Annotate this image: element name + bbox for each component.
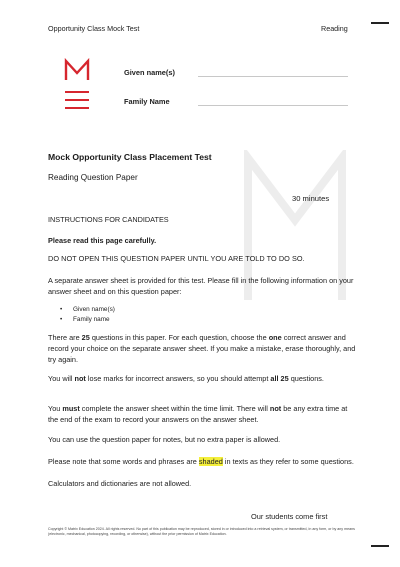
do-not-open-warning: DO NOT OPEN THIS QUESTION PAPER UNTIL YOU ARE TOLD TO DO SO. xyxy=(48,254,305,263)
questions-paragraph: There are 25 questions in this paper. For each question, choose the one correct answer and record your choice on the separate answer sheet. If you make a mistake, erase thoroughly, and try again. xyxy=(48,333,356,365)
document-subtitle: Reading Question Paper xyxy=(48,173,138,182)
instructions-heading: INSTRUCTIONS FOR CANDIDATES xyxy=(48,215,169,224)
top-edge-bar xyxy=(371,22,389,24)
read-carefully-note: Please read this page carefully. xyxy=(48,236,157,245)
document-title: Mock Opportunity Class Placement Test xyxy=(48,152,212,162)
family-name-label: Family Name xyxy=(124,97,170,106)
info-list xyxy=(60,305,115,324)
shaded-paragraph: Please note that some words and phrases are shaded in texts as they refer to some questions. xyxy=(48,457,354,466)
given-name-label: Given name(s) xyxy=(124,68,175,77)
matrix-m-logo xyxy=(62,58,92,118)
shaded-highlight: shaded xyxy=(198,457,223,466)
header-test-name: Opportunity Class Mock Test xyxy=(48,24,140,33)
header-subject: Reading xyxy=(321,24,348,33)
family-name-line[interactable] xyxy=(198,105,348,106)
list-item: • Family name xyxy=(60,315,115,325)
notes-paragraph: You can use the question paper for notes, but no extra paper is allowed. xyxy=(48,435,281,444)
list-item: • Given name(s) xyxy=(60,305,115,315)
footer-tagline: Our students come first xyxy=(251,512,328,521)
calculators-note: Calculators and dictionaries are not allowed. xyxy=(48,479,192,488)
given-name-line[interactable] xyxy=(198,76,348,77)
copyright-notice: Copyright © Matrix Education 2024. All rights reserved. No part of this publication may be reproduced, stored in or introduced into a retrieval system, or transmitted, in any form, or by any means (electronic, mechanical, photocopying, recording, or otherwise), without the prior permission of Matrix Education. xyxy=(48,527,355,536)
time-limit-paragraph: You must complete the answer sheet within the time limit. There will not be any extra time at the end of the exam to record your answers on the answer sheet. xyxy=(48,404,348,425)
bottom-edge-bar xyxy=(371,545,389,547)
answer-sheet-intro: A separate answer sheet is provided for this test. Please fill in the following information on your answer sheet and on this question paper: xyxy=(48,276,354,297)
duration: 30 minutes xyxy=(292,194,330,203)
marks-paragraph: You will not lose marks for incorrect answers, so you should attempt all 25 questions. xyxy=(48,374,324,383)
